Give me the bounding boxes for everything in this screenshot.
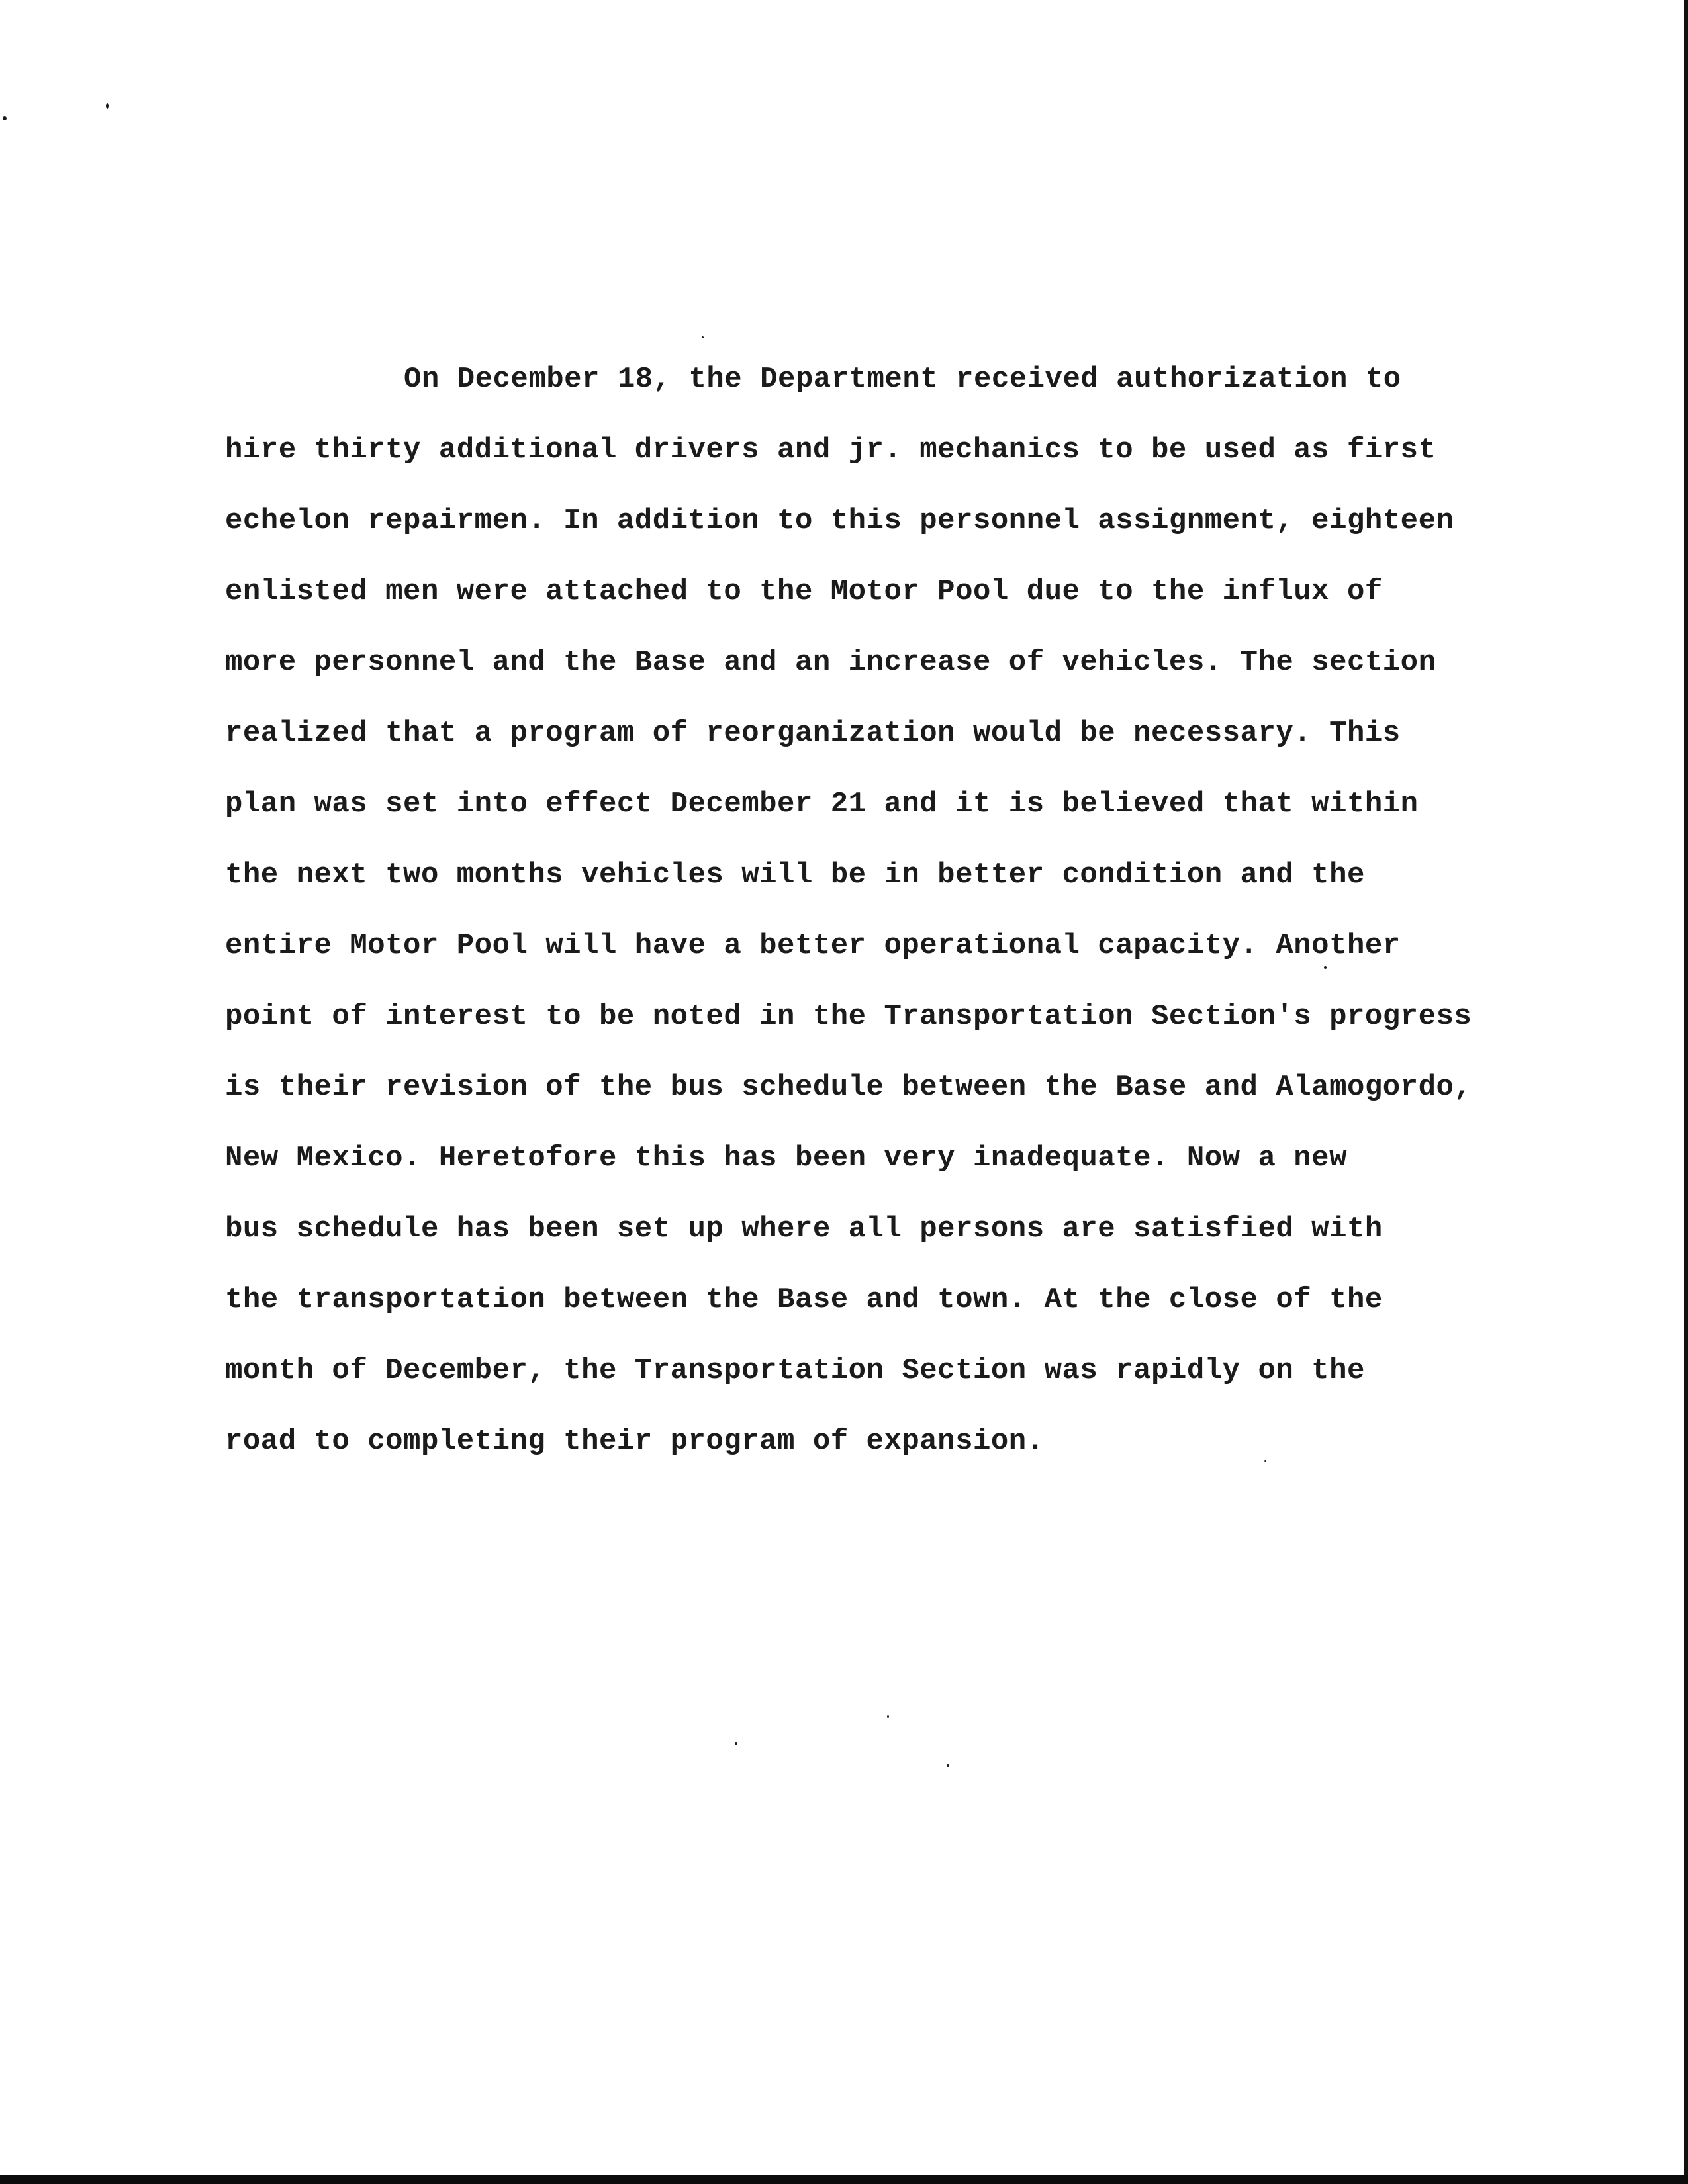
text-line-1: On December 18, the Department received authorization to: [404, 363, 1401, 396]
text-line-12: New Mexico. Heretofore this has been very inadequate. Now a new: [225, 1142, 1347, 1175]
scan-border-right: [1684, 0, 1688, 2184]
text-line-9: entire Motor Pool will have a better operational capacity. Another: [225, 929, 1401, 962]
scan-speck: [947, 1764, 949, 1767]
text-line-11: is their revision of the bus schedule between the Base and Alamogordo,: [225, 1071, 1472, 1104]
scan-border-bottom: [0, 2175, 1688, 2184]
text-line-3: echelon repairmen. In addition to this personnel assignment, eighteen: [225, 504, 1454, 537]
text-line-4: enlisted men were attached to the Motor Pool due to the influx of: [225, 575, 1383, 608]
scan-speck: [735, 1742, 737, 1745]
text-line-2: hire thirty additional drivers and jr. mechanics to be used as first: [225, 433, 1436, 467]
scan-speck: [887, 1715, 889, 1718]
text-line-8: the next two months vehicles will be in better condition and the: [225, 858, 1365, 891]
text-line-10: point of interest to be noted in the Transportation Section's progress: [225, 1000, 1472, 1033]
text-line-15: month of December, the Transportation Section was rapidly on the: [225, 1354, 1365, 1387]
document-body: [225, 344, 1496, 1477]
text-line-6: realized that a program of reorganization would be necessary. This: [225, 717, 1401, 750]
scan-speck: [106, 103, 109, 109]
text-line-13: bus schedule has been set up where all persons are satisfied with: [225, 1212, 1383, 1246]
text-line-14: the transportation between the Base and town. At the close of the: [225, 1283, 1383, 1316]
text-line-5: more personnel and the Base and an increase of vehicles. The section: [225, 646, 1436, 679]
text-line-16: road to completing their program of expansion.: [225, 1425, 1045, 1458]
text-line-7: plan was set into effect December 21 and it is believed that within: [225, 788, 1419, 821]
scan-speck: [702, 336, 704, 338]
scan-speck: [3, 116, 7, 120]
